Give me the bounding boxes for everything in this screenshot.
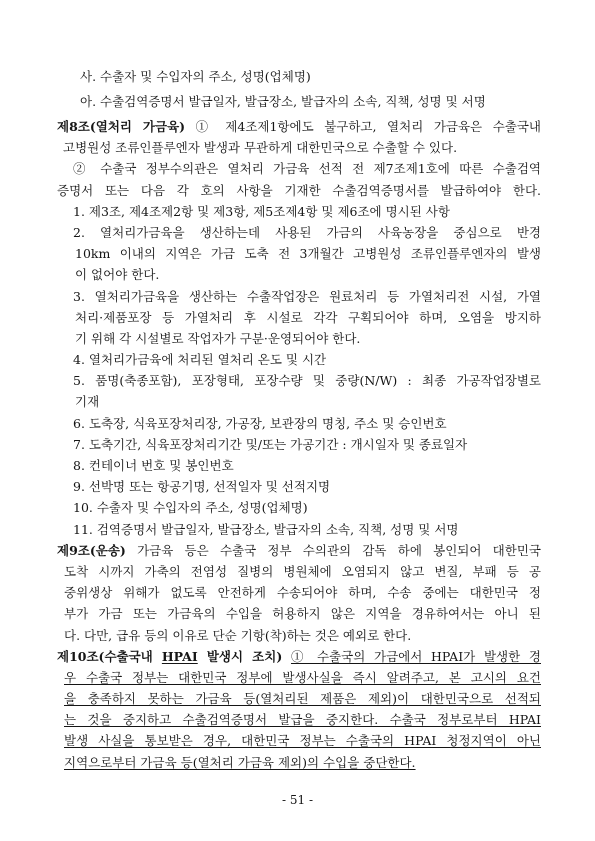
article-8-item-2-cont: 10km 이내의 지역은 가금 도축 전 3개월간 고병원성 조류인플루엔자의 발생 xyxy=(75,246,541,262)
article-8-item-9: 9. 선박명 또는 항공기명, 선적일자 및 선적지명 xyxy=(73,479,331,495)
article-10-text: 우 수출국 정부는 대한민국 정부에 발생사실을 즉시 알려주고, 본 고시의 요건 xyxy=(64,669,541,685)
article-8-item-1: 1. 제3조, 제4조제2항 및 제3항, 제5조제4항 및 제6조에 명시된 사항 xyxy=(73,203,450,219)
article-8-heading: 제8조(열처리 가금육) xyxy=(57,119,186,134)
article-8-paragraph-2: ② 수출국 정부수의관은 열처리 가금육 선적 전 제7조제1호에 따른 수출검역 xyxy=(73,161,541,177)
article-8-item-10: 10. 수출자 및 수입자의 주소, 성명(업체명) xyxy=(73,500,308,516)
article-10-first-line xyxy=(57,646,541,667)
article-9-line: 부가 가금 또는 가금육의 수입을 허용하지 않은 지역을 경유하여서는 아니 된 xyxy=(64,606,541,622)
article-10-text: 는 것을 중지하고 수출검역증명서 발급을 중지한다. 수출국 정부로부터 HPAI xyxy=(64,712,541,728)
article-8-text: ① 제4조제1항에도 불구하고, 열처리 가금육은 수출국내 xyxy=(195,119,541,134)
article-10-text: 지역으로부터 가금육 등(열처리 가금육 제외)의 수입을 중단한다. xyxy=(64,754,416,770)
article-9-line: 중위생상 위해가 없도록 안전하게 수송되어야 하며, 수송 중에는 대한민국 정 xyxy=(64,585,541,601)
article-10-heading-prefix: 제10조(수출국내 xyxy=(57,648,153,664)
document-body xyxy=(57,64,541,773)
article-8-item-3-cont: 기 위해 각 시설별로 작업자가 구분·운영되어야 한다. xyxy=(75,330,361,346)
article-10-line xyxy=(57,667,541,688)
article-8-item-3: 3. 열처리가금육을 생산하는 수출작업장은 원료처리 등 가열처리전 시설, 가열 xyxy=(73,288,541,304)
article-10-line xyxy=(57,688,541,709)
article-8-item-6: 6. 도축장, 식육포장처리장, 가공장, 보관장의 명칭, 주소 및 승인번호 xyxy=(73,415,447,431)
article-8-item-2: 2. 열처리가금육을 생산하는데 사용된 가금의 사육농장을 중심으로 반경 xyxy=(73,224,541,240)
article-10-text: 을 충족하지 못하는 가금육 등(열처리된 제품은 제외)이 대한민국으로 선적되 xyxy=(64,691,541,707)
article-8-item-7: 7. 도축기간, 식육포장처리기간 및/또는 가공기간 : 개시일자 및 종료일자 xyxy=(73,436,468,452)
article-10-line xyxy=(57,730,541,751)
article-10-heading-suffix: 발생시 조치) xyxy=(206,648,283,664)
article-9-heading: 제9조(운송) xyxy=(57,542,126,558)
article-9-first-line xyxy=(57,540,541,561)
article-8-item-2-cont: 이 없어야 한다. xyxy=(75,267,160,283)
article-8-item-3-cont: 처리·제품포장 등 가열처리 후 시설로 각각 구획되어야 하며, 오염을 방지하 xyxy=(75,309,541,325)
article-10-text: 발생 사실을 통보받은 경우, 대한민국 정부는 수출국의 HPAI 청정지역이 아닌 xyxy=(64,733,541,749)
list-item-sa: 사. 수출자 및 수입자의 주소, 성명(업체명) xyxy=(80,69,311,84)
article-10-heading-hpai: HPAI xyxy=(161,648,198,664)
article-8-line: 증명서 또는 다음 각 호의 사항을 기재한 수출검역증명서를 발급하여야 한다. xyxy=(57,182,541,198)
article-8-item-4: 4. 열처리가금육에 처리된 열처리 온도 및 시간 xyxy=(73,352,327,368)
article-8-item-5: 5. 품명(축종포함), 포장형태, 포장수량 및 중량(N/W) : 최종 가공작업장별로 xyxy=(73,373,541,389)
article-8-item-5-cont: 기재 xyxy=(75,394,100,410)
article-10-heading xyxy=(57,649,282,664)
article-9-line: 도착 시까지 가축의 전염성 질병의 병원체에 오염되지 않고 변질, 부패 등 공 xyxy=(64,563,541,579)
article-8-item-8: 8. 컨테이너 번호 및 봉인번호 xyxy=(73,458,234,473)
article-8-line: 고병원성 조류인플루엔자 발생과 무관하게 대한민국으로 수출할 수 있다. xyxy=(63,140,458,156)
article-9-text: 가금육 등은 수출국 정부 수의관의 감독 하에 봉인되어 대한민국 xyxy=(137,542,541,558)
article-10-line xyxy=(57,752,541,773)
article-8-first-line xyxy=(57,116,541,137)
page-number: - 51 - xyxy=(281,793,313,807)
article-10-text: ① 수출국의 가금에서 HPAI가 발생한 경 xyxy=(290,648,541,664)
article-8-item-11: 11. 검역증명서 발급일자, 발급장소, 발급자의 소속, 직책, 성명 및 서명 xyxy=(73,521,459,537)
article-10-line xyxy=(57,709,541,730)
article-9-line: 다. 다만, 급유 등의 이유로 단순 기항(착)하는 것은 예외로 한다. xyxy=(64,627,412,643)
list-item-a: 아. 수출검역증명서 발급일자, 발급장소, 발급자의 소속, 직책, 성명 및 서명 xyxy=(80,94,486,109)
